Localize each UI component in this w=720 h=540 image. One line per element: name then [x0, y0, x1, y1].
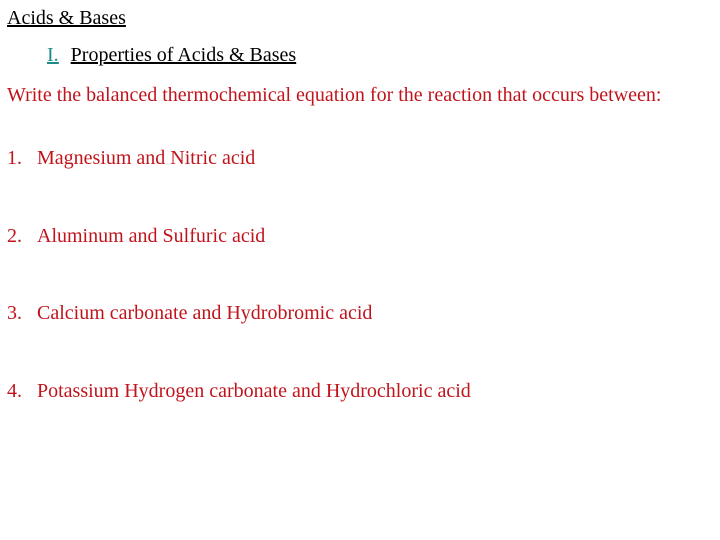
- list-item-number: 2.: [7, 225, 22, 247]
- slide-title: Acids & Bases: [7, 7, 126, 29]
- list-item-text: Calcium carbonate and Hydrobromic acid: [37, 302, 373, 324]
- list-item-number: 1.: [7, 147, 22, 169]
- list-item-text: Potassium Hydrogen carbonate and Hydrochloric acid: [37, 380, 471, 402]
- section-numeral: I.: [47, 44, 59, 66]
- list-item-number: 3.: [7, 302, 22, 324]
- list-item: [7, 146, 255, 170]
- section-label: Properties of Acids & Bases: [70, 44, 297, 66]
- list-item: [7, 301, 372, 325]
- list-item-text: Aluminum and Sulfuric acid: [37, 225, 266, 247]
- list-item: [7, 224, 265, 248]
- section-heading: [47, 43, 296, 67]
- question-prompt: Write the balanced thermochemical equation for the reaction that occurs between:: [7, 84, 662, 106]
- list-item: [7, 379, 471, 403]
- list-item-number: 4.: [7, 380, 22, 402]
- list-item-text: Magnesium and Nitric acid: [37, 147, 256, 169]
